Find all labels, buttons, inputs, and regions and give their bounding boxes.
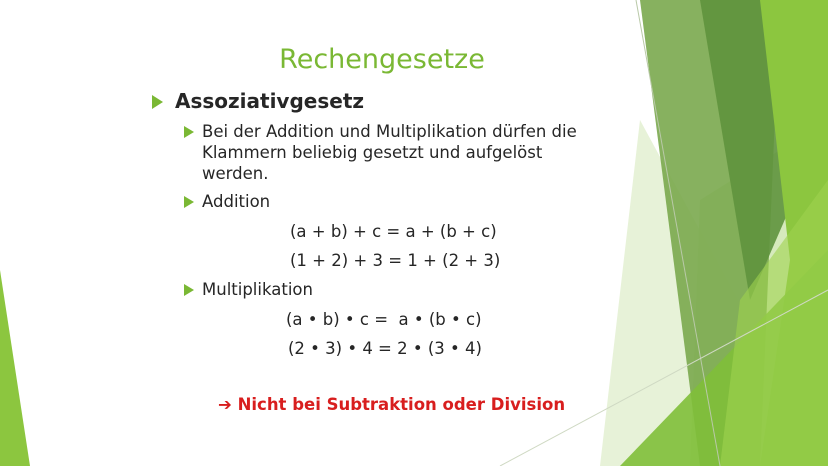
bullet-arrow-icon	[184, 196, 194, 208]
description-line-3: werden.	[202, 164, 269, 183]
addition-label: Addition	[202, 192, 271, 211]
description-line-2: Klammern beliebig gesetzt und aufgelöst	[202, 143, 543, 162]
bullet-arrow-icon	[184, 284, 194, 296]
heading-assoziativgesetz: Assoziativgesetz	[175, 89, 365, 113]
multiplication-formula-example: (2 • 3) • 4 = 2 • (3 • 4)	[288, 339, 482, 358]
note-not-subtraction-division: ➔ Nicht bei Subtraktion oder Division	[218, 395, 566, 414]
addition-formula-general: (a + b) + c = a + (b + c)	[290, 222, 497, 241]
addition-formula-example: (1 + 2) + 3 = 1 + (2 + 3)	[290, 251, 501, 270]
bullet-arrow-icon	[184, 126, 194, 138]
bullet-arrow-icon	[152, 95, 163, 109]
description-line-1: Bei der Addition und Multiplikation dürfen die	[202, 122, 577, 141]
slide-title: Rechengesetze	[279, 44, 485, 75]
multiplication-label: Multiplikation	[202, 280, 313, 299]
multiplication-formula-general: (a • b) • c = a • (b • c)	[286, 310, 482, 329]
left-accent-shape	[0, 270, 30, 466]
